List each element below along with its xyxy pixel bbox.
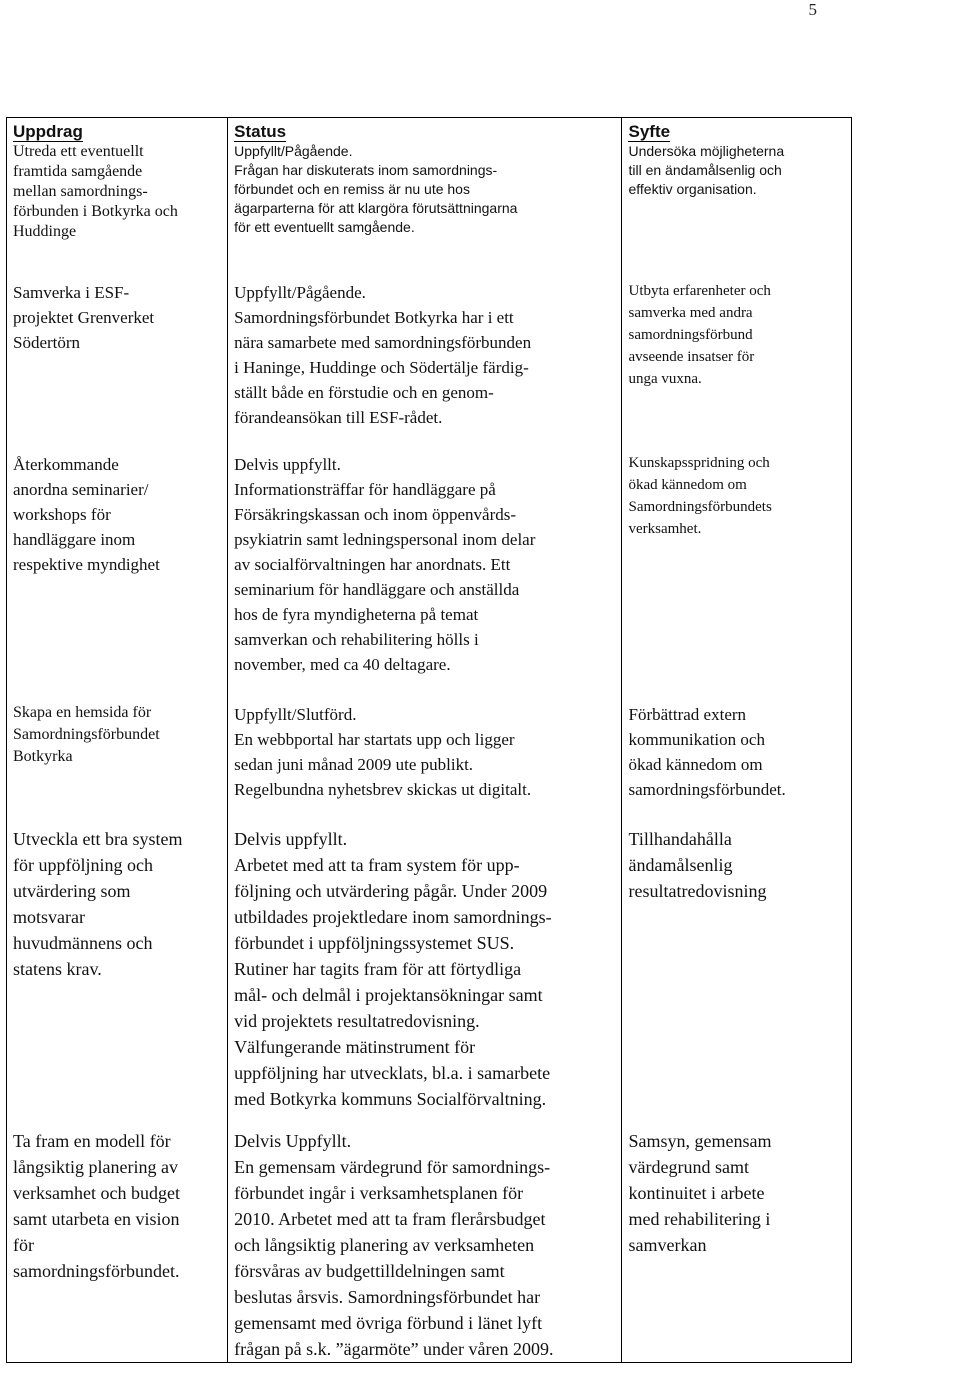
syfte-cell: Undersöka möjligheterna till en ändamålsenlig och effektiv organisation.: [622, 142, 852, 280]
table-row: [7, 142, 852, 280]
syfte-cell: Utbyta erfarenheter och samverka med andra samordningsförbund avseende insatser för unga vuxna.: [622, 280, 852, 452]
table-row: [7, 702, 852, 826]
status-cell: Delvis uppfyllt. Arbetet med att ta fram system för upp- följning och utvärdering pågår. Under 2009 utbildades projektledare inom samordnings- förbundet i uppföljningssystemet SUS. Rutiner har tagits fram för att förtydliga mål- och delmål i projektansökningar samt vid projektets resultatredovisning. Välfungerande mätinstrument för uppföljning har utvecklats, bl.a. i samarbete med Botkyrka kommuns Socialförvaltning.: [228, 826, 622, 1128]
status-cell: Uppfyllt/Slutförd. En webbportal har startats upp och ligger sedan juni månad 2009 ute publikt. Regelbundna nyhetsbrev skickas ut digitalt.: [228, 702, 622, 826]
page-number: 5: [808, 0, 817, 19]
uppdrag-cell: Utveckla ett bra system för uppföljning och utvärdering som motsvarar huvudmännens och statens krav.: [7, 826, 228, 1128]
status-cell: Delvis Uppfyllt. En gemensam värdegrund för samordnings- förbundet ingår i verksamhetsplanen för 2010. Arbetet med att ta fram flerårsbudget och långsiktig planering av verksamheten försvåras av budgettilldelningen samt beslutas årsvis. Samordningsförbundet har gemensamt med övriga förbund i länet lyft frågan på s.k. ”ägarmöte” under våren 2009.: [228, 1128, 622, 1363]
header-syfte: Syfte: [622, 118, 852, 143]
status-cell: Uppfyllt/Pågående. Frågan har diskuterats inom samordnings- förbundet och en remiss är nu ute hos ägarparterna för att klargöra förutsättningarna för ett eventuellt samgående.: [228, 142, 622, 280]
status-cell: Delvis uppfyllt. Informationsträffar för handläggare på Försäkringskassan och inom öppenvårds- psykiatrin samt ledningspersonal inom delar av socialförvaltningen har anordnats. Ett seminarium för handläggare och anställda hos de fyra myndigheterna på temat samverkan och rehabilitering hölls i november, med ca 40 deltagare.: [228, 452, 622, 702]
header-status: Status: [228, 118, 622, 143]
assignment-table: [6, 117, 852, 1363]
uppdrag-cell: Återkommande anordna seminarier/ workshops för handläggare inom respektive myndighet: [7, 452, 228, 702]
table-row: [7, 452, 852, 702]
syfte-cell: Kunskapsspridning och ökad kännedom om Samordningsförbundets verksamhet.: [622, 452, 852, 702]
syfte-cell: Samsyn, gemensam värdegrund samt kontinuitet i arbete med rehabilitering i samverkan: [622, 1128, 852, 1363]
table-row: [7, 826, 852, 1128]
uppdrag-cell: Utreda ett eventuellt framtida samgående mellan samordnings- förbunden i Botkyrka och Huddinge: [7, 142, 228, 280]
table-row: [7, 280, 852, 452]
table-header-row: [7, 118, 852, 143]
syfte-cell: Tillhandahålla ändamålsenlig resultatredovisning: [622, 826, 852, 1128]
uppdrag-cell: Samverka i ESF- projektet Grenverket Södertörn: [7, 280, 228, 452]
uppdrag-cell: Ta fram en modell för långsiktig planering av verksamhet och budget samt utarbeta en vision för samordningsförbundet.: [7, 1128, 228, 1363]
header-uppdrag: Uppdrag: [7, 118, 228, 143]
table-row: [7, 1128, 852, 1363]
uppdrag-cell: Skapa en hemsida för Samordningsförbundet Botkyrka: [7, 702, 228, 826]
status-cell: Uppfyllt/Pågående. Samordningsförbundet Botkyrka har i ett nära samarbete med samordningsförbunden i Haninge, Huddinge och Södertälje färdig- ställt både en förstudie och en genom- förandeansökan till ESF-rådet.: [228, 280, 622, 452]
syfte-cell: Förbättrad extern kommunikation och ökad kännedom om samordningsförbundet.: [622, 702, 852, 826]
